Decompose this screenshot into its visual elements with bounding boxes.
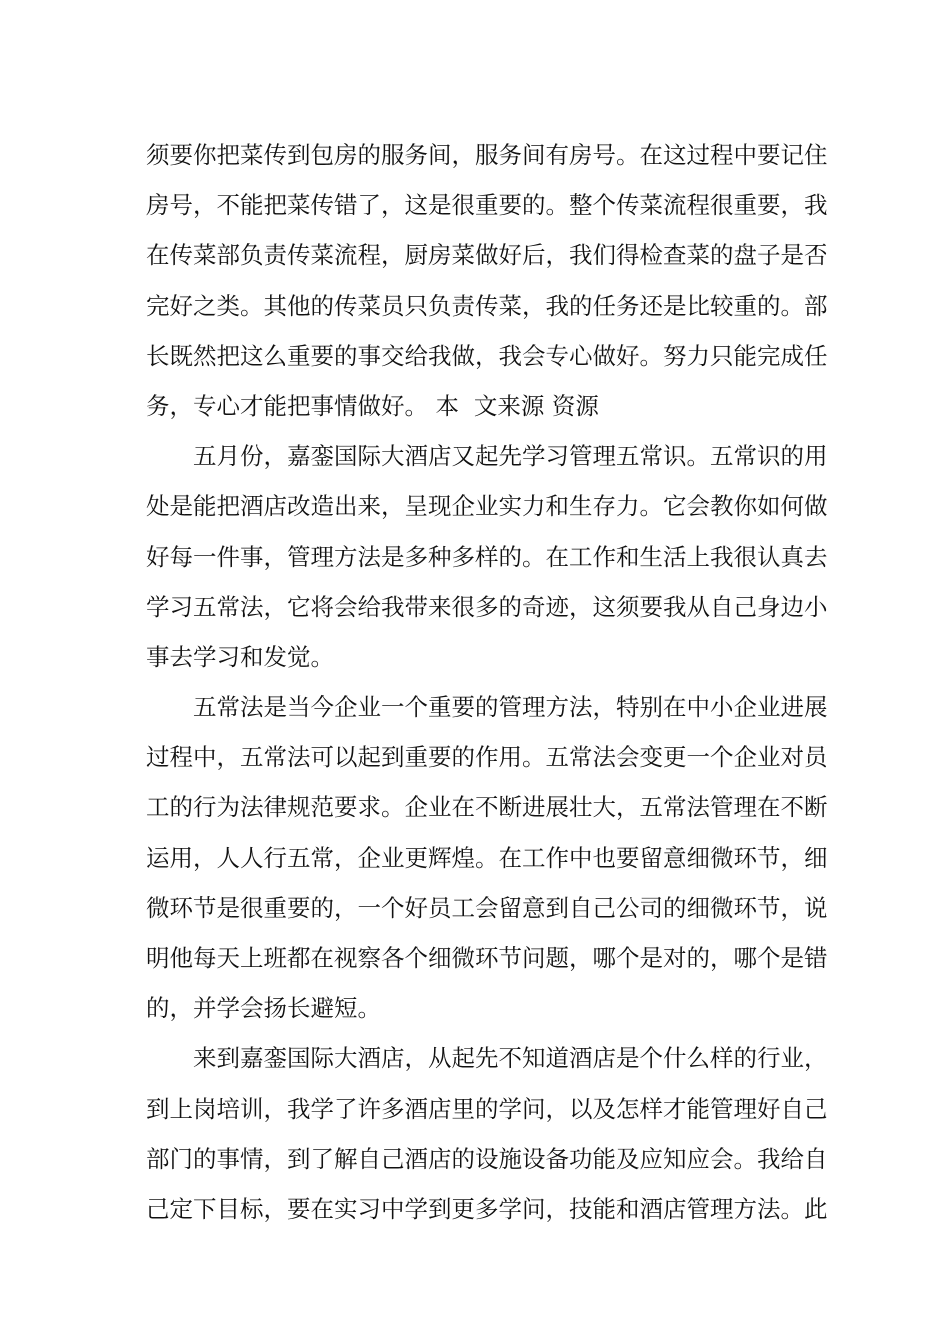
- text-line: 长既然把这么重要的事交给我做，我会专心做好。努力只能完成任: [146, 341, 828, 370]
- text-line: 己定下目标，要在实习中学到更多学问，技能和酒店管理方法。此: [146, 1194, 828, 1223]
- paragraph-2: [146, 431, 828, 682]
- text-line: 部门的事情，到了解自己酒店的设施设备功能及应知应会。我给自: [146, 1144, 828, 1173]
- text-line: 微环节是很重要的，一个好员工会留意到自己公司的细微环节，说: [146, 893, 828, 922]
- text-line: 事去学习和发觉。: [146, 642, 334, 671]
- paragraph-1: [146, 130, 828, 431]
- text-line: 须要你把菜传到包房的服务间，服务间有房号。在这过程中要记住: [146, 141, 828, 169]
- text-line: 工的行为法律规范要求。企业在不断进展壮大，五常法管理在不断: [146, 793, 828, 822]
- text-line: 五常法是当今企业一个重要的管理方法，特别在中小企业进展: [193, 693, 828, 722]
- text-line: 到上岗培训，我学了许多酒店里的学问，以及怎样才能管理好自己: [146, 1094, 828, 1123]
- text-line: 在传菜部负责传菜流程，厨房菜做好后，我们得检查菜的盘子是否: [146, 241, 828, 270]
- paragraph-3: [146, 682, 828, 1033]
- text-line: 过程中，五常法可以起到重要的作用。五常法会变更一个企业对员: [146, 743, 828, 772]
- text-line: 明他每天上班都在视察各个细微环节问题，哪个是对的，哪个是错: [146, 944, 828, 972]
- text-line: 来到嘉銮国际大酒店，从起先不知道酒店是个什么样的行业，: [193, 1044, 828, 1073]
- document-body: [146, 130, 828, 1234]
- text-line: 五月份，嘉銮国际大酒店又起先学习管理五常识。五常识的用: [193, 442, 828, 471]
- text-line: 房号，不能把菜传错了，这是很重要的。整个传菜流程很重要，我: [146, 191, 828, 220]
- text-line: 处是能把酒店改造出来，呈现企业实力和生存力。它会教你如何做: [146, 492, 828, 521]
- text-line: 好每一件事，管理方法是多种多样的。在工作和生活上我很认真去: [146, 542, 828, 571]
- text-line: 运用，人人行五常，企业更辉煌。在工作中也要留意细微环节，细: [146, 843, 828, 872]
- text-line: 的，并学会扬长避短。: [146, 994, 381, 1023]
- paragraph-4: [146, 1033, 828, 1234]
- text-line: 学习五常法，它将会给我带来很多的奇迹，这须要我从自己身边小: [146, 592, 828, 621]
- text-line: 完好之类。其他的传菜员只负责传菜，我的任务还是比较重的。部: [146, 291, 828, 320]
- text-line: 务，专心才能把事情做好。 本 文来源 资源: [146, 391, 599, 420]
